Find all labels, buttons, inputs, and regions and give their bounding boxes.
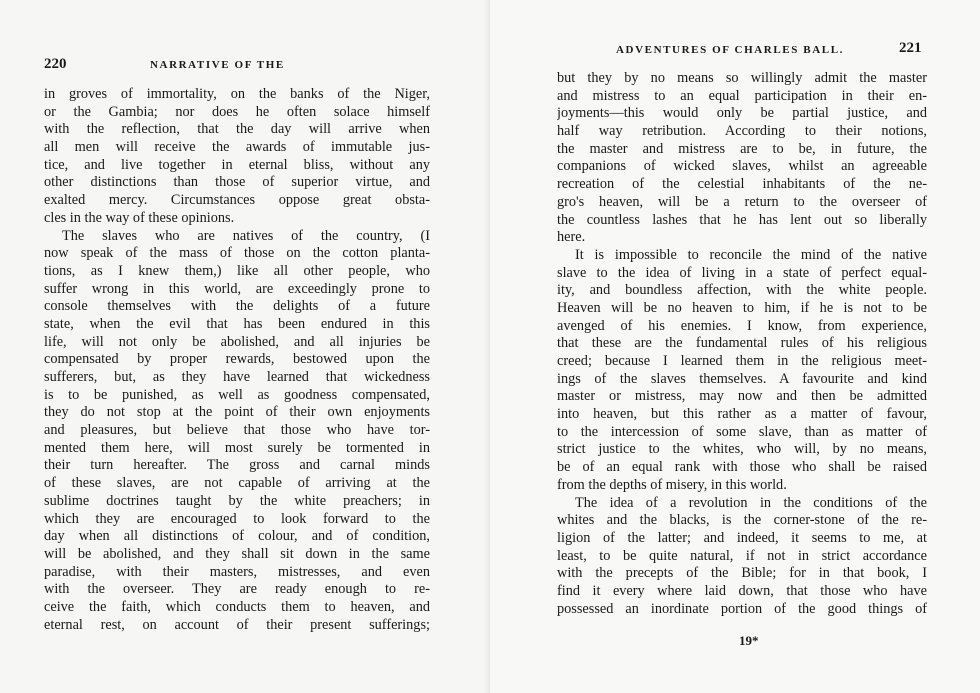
text-line: from the depths of misery, in this world. (557, 476, 787, 493)
text-line: sufferers, but, as they have learned that wickedness (44, 369, 430, 385)
text-line: now speak of the mass of those on the cotton planta- (44, 245, 430, 262)
text-line: compensated by proper rewards, bestowed upon the (44, 351, 430, 368)
text-line: strict justice to the whites, who will, by no means, (557, 441, 927, 458)
text-line: life, will not only be abolished, and all injuries be (44, 333, 430, 350)
text-line: slave to the idea of living in a state of perfect equal- (557, 264, 927, 281)
text-line: here. (557, 229, 586, 246)
text-line: but they by no means so willingly admit the master (557, 70, 927, 86)
text-line: and pleasures, but believe that those who have tor- (44, 422, 430, 439)
text-line: sublime doctrines taught by the white preachers; in (44, 492, 430, 509)
text-line: that these are the fundamental rules of his religious (557, 335, 927, 352)
text-line: state, when the evil that has been endured in this (44, 315, 430, 332)
text-line: Heaven will be no heaven to him, if he is not to be (557, 299, 927, 316)
text-line: possessed an inordinate portion of the good things of (557, 600, 927, 617)
text-line: cles in the way of these opinions. (44, 209, 235, 226)
text-line: tice, and live together in eternal bliss, without any (44, 156, 430, 173)
text-line: creed; because I learned them in the religious meet- (557, 353, 927, 369)
text-line: with the reflection, that the day will arrive when (44, 121, 430, 138)
text-line: into heaven, but this rather as a matter of favour, (557, 406, 927, 423)
right-running-head: ADVENTURES OF CHARLES BALL. (616, 44, 844, 56)
text-line: exalted mercy. Circumstances oppose great obsta- (44, 192, 430, 209)
text-line: will be abolished, and they shall sit down in the same (44, 545, 430, 562)
text-line: paradise, with their masters, mistresses, and even (44, 563, 430, 580)
text-line: gro's heaven, will be a return to the overseer of (557, 193, 927, 210)
text-line: joyments—this would only be partial justice, and (557, 105, 927, 122)
text-line: half way retribution. According to their notions, (557, 123, 927, 140)
text-line: is to be punished, as well as goodness compensated, (44, 386, 430, 403)
text-line: their turn hereafter. The gross and carnal minds (44, 457, 430, 474)
right-page (490, 0, 980, 693)
text-line: The idea of a revolution in the conditions of the (575, 494, 927, 511)
text-line: the master and mistress are to be, in future, the (557, 140, 927, 157)
left-text-block (44, 86, 430, 634)
text-line: ity, and boundless affection, with the white people. (557, 282, 927, 299)
text-line: least, to be quite natural, if not in strict accordance (557, 547, 927, 564)
text-line: or the Gambia; nor does he often solace himself (44, 103, 430, 120)
text-line: mented them here, will most surely be tormented in (44, 439, 430, 456)
text-line: with the overseer. They are ready enough to re- (44, 581, 430, 598)
text-line: recreation of the celestial inhabitants of the ne- (557, 176, 927, 193)
text-line: day when all distinctions of colour, and of condition, (44, 528, 430, 545)
text-line: find it every where laid down, that those who have (557, 582, 927, 599)
left-page-number: 220 (44, 56, 67, 72)
text-line: whites and the blacks, is the corner-stone of the re- (557, 512, 927, 529)
text-line: companions of wicked slaves, whilst an agreeable (557, 158, 927, 175)
text-line: all men will receive the awards of immutable jus- (44, 139, 430, 156)
text-line: in groves of immortality, on the banks of the Niger, (44, 86, 430, 102)
text-line: suffer wrong in this world, are exceedingly prone to (44, 280, 430, 297)
right-text-block (557, 70, 927, 618)
text-line: to the intercession of some slave, than as matter of (557, 423, 927, 440)
text-line: avenged of his enemies. I know, from experience, (557, 317, 927, 334)
text-line: eternal rest, on account of their present sufferings; (44, 616, 430, 633)
text-line: It is impossible to reconcile the mind of the native (575, 246, 927, 263)
left-running-head: NARRATIVE OF THE (150, 59, 285, 71)
text-line: tions, as I knew them,) like all other people, who (44, 262, 430, 279)
text-line: and mistress to an equal participation in their en- (557, 87, 927, 104)
text-line: console themselves with the delights of a future (44, 298, 430, 315)
text-line: they do not stop at the point of their own enjoyments (44, 404, 430, 421)
text-line: other distinctions than those of superior virtue, and (44, 174, 430, 191)
text-line: master or mistress, may now and then be admitted (557, 388, 927, 405)
text-line: the countless lashes that he has lent out so liberally (557, 211, 927, 228)
text-line: of these slaves, are not capable of arriving at the (44, 475, 430, 492)
text-line: ings of the slaves themselves. A favourite and kind (557, 370, 927, 387)
signature-mark: 19* (739, 633, 759, 648)
text-line: The slaves who are natives of the country, (I (62, 227, 430, 244)
text-line: ligion of the latter; and indeed, it seems to me, at (557, 529, 927, 546)
right-page-number: 221 (899, 40, 922, 56)
text-line: ceive the faith, which conducts them to heaven, and (44, 598, 430, 615)
text-line: with the precepts of the Bible; for in that book, I (557, 565, 927, 582)
text-line: be of an equal rank with those who shall be raised (557, 459, 927, 476)
text-line: which they are encouraged to look forward to the (44, 510, 430, 527)
